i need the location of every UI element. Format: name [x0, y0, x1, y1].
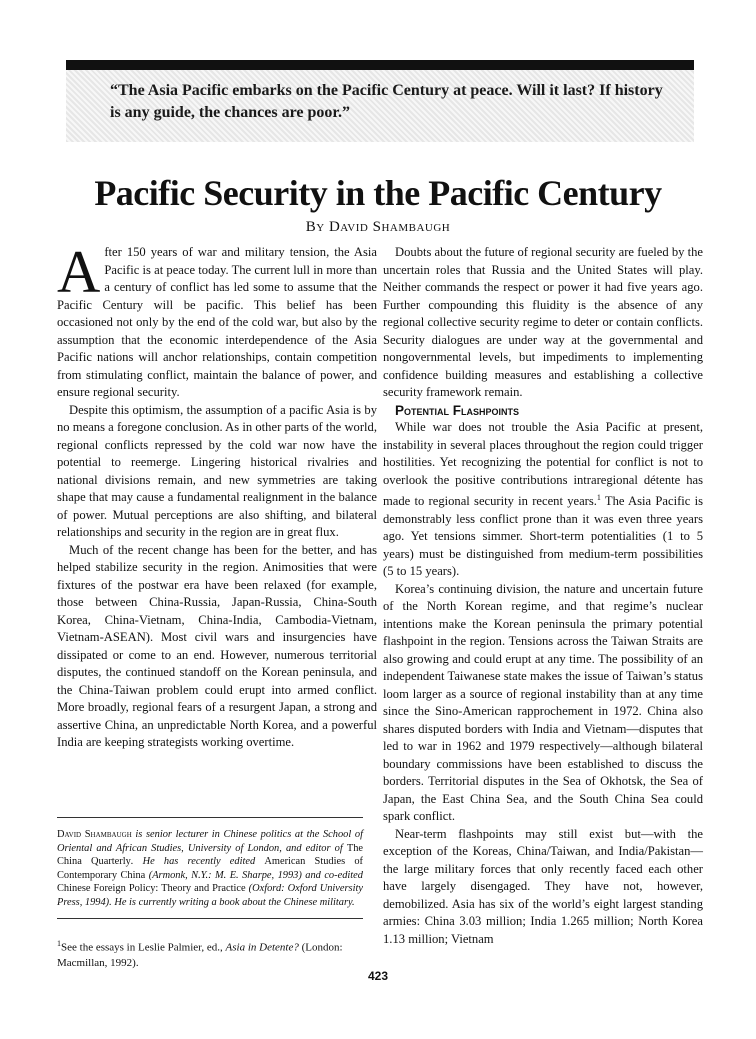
- footnote-rule: [57, 918, 363, 919]
- author-name: David Shambaugh: [57, 829, 132, 840]
- right-paragraph-1: Doubts about the future of regional security are fueled by the uncertain roles that Russia and the United States will play. Neither commands the respect or power it had five years ago. Further compounding this fluidity is the absence of any regional collective security regime to deter or contain conflicts. Security dialogues are under way at the governmental and nongovernmental levels, but impediments to implementing confidence building measures and establishing a collective security framework remain.: [383, 245, 703, 399]
- pull-quote: “The Asia Pacific embarks on the Pacific Century at peace. Will it last? If history is any guide, the chances are poor.”: [110, 82, 663, 121]
- left-column: [57, 239, 377, 752]
- bio-rule: [57, 817, 363, 818]
- right-paragraph-3: Korea’s continuing division, the nature and uncertain future of the North Korean regime, and that regime’s nuclear intentions make the Korean peninsula the primary potential flashpoint in the region. Tensions across the Taiwan Straits are also growing and could erupt at any time. The possibility of an independent Taiwanese state makes the issue of Taiwan’s status loom larger as a source of regional instability than at any time since the Sino-American rapprochement in 1972. China also shares disputed borders with India and Vietnam—disputes that led to war in 1962 and 1979 respectively—although bilateral boundary commissions have been established to discuss the borders. Territorial disputes in the Sea of Okhotsk, the Sea of Japan, the East China Sea, and the South China Sea could spark conflict.: [383, 581, 703, 824]
- article-title: Pacific Security in the Pacific Century: [94, 173, 662, 213]
- footnote: $^1$See the essays in Leslie Palmier, ed., Asia in Detente? (London: Macmillan, 1992).: [57, 939, 343, 969]
- right-paragraph-2: While war does not trouble the Asia Pacific at present, instability in several places throughout the region could trigger hostilities. Yet recognizing the potential for conflict is not to overlook the positive contributions intraregional détente has made to regional security in recent years.$^1$ The Asia Pacific is demonstrably less conflict prone than it was even three years ago. Yet tensions simmer. Short-term potentialities (1 to 5 years) must be distinguished from medium-term possibilities (5 to 15 years).: [383, 420, 703, 579]
- paragraph-1-text: fter 150 years of war and military tension, the Asia Pacific is at peace today. The current lull in more than a century of conflict has led some to assume that the Pacific Century will be pacific. This belief has been occasioned not only by the end of the cold war, but also by the assumption that the economic interdependence of the Asia Pacific nations will anchor relationships, contain competition from stimulating conflict, maintain the balance of power, and ensure regional security.: [57, 245, 377, 399]
- paragraph-1: [57, 239, 377, 402]
- paragraph-3: Much of the recent change has been for the better, and has helped stabilize security in the region. Animosities that were fixtures of the postwar era have been relaxed (for example, those between China-Russia, Japan-Russia, China-South Korea, China-Vietnam, China-India, Cambodia-Vietnam, Vietnam-ASEAN). Most civil wars and insurgencies have dissipated or come to an end. However, numerous territorial disputes, the continued standoff on the Korean peninsula, and the China-Taiwan problem could erupt into armed conflict. More broadly, regional fears of a resurgent Japan, a strong and assertive China, an unpredictable North Korea, and a powerful India are keeping strategists working overtime.: [57, 542, 377, 749]
- right-paragraph-4: Near-term flashpoints may still exist but—with the exception of the Koreas, China/Taiwan, and India/Pakistan—the large military forces that only recently faced each other have largely disengaged. They have not, however, demobilized. Asia has six of the world’s eight largest standing armies: China 3.03 million; India 1.265 million; North Korea 1.13 million; Vietnam: [383, 826, 703, 946]
- top-black-bar: [66, 60, 694, 70]
- page-number: 423: [367, 969, 389, 983]
- right-column: [383, 244, 703, 948]
- section-heading: Potential Flashpoints: [395, 402, 520, 418]
- footnote-marker: 1: [57, 939, 61, 948]
- paragraph-2: Despite this optimism, the assumption of a pacific Asia is by no means a foregone conclusion. As in other parts of the world, regional conflicts repressed by the cold war now have the potential to reemerge. Lingering historical rivalries and national divisions remain, and new symmetries are taking shape that may cause a fundamental realignment in the balance of power. Mutual perceptions are also shifting, and bilateral relationships and security in the region are in great flux.: [57, 402, 377, 539]
- drop-cap: A: [57, 239, 101, 305]
- footnote-ref: 1: [596, 493, 601, 502]
- author-bio: David Shambaugh is senior lecturer in Chinese politics at the School of Oriental and African Studies, University of London, and editor of The China Quarterly. He has recently edited American Studies of Contemporary China (Armonk, N.Y.: M. E. Sharpe, 1993) and co-edited Chinese Foreign Policy: Theory and Practice (Oxford: Oxford University Press, 1994). He is currently writing a book about the Chinese military.: [57, 829, 363, 908]
- byline: By David Shambaugh: [305, 219, 451, 235]
